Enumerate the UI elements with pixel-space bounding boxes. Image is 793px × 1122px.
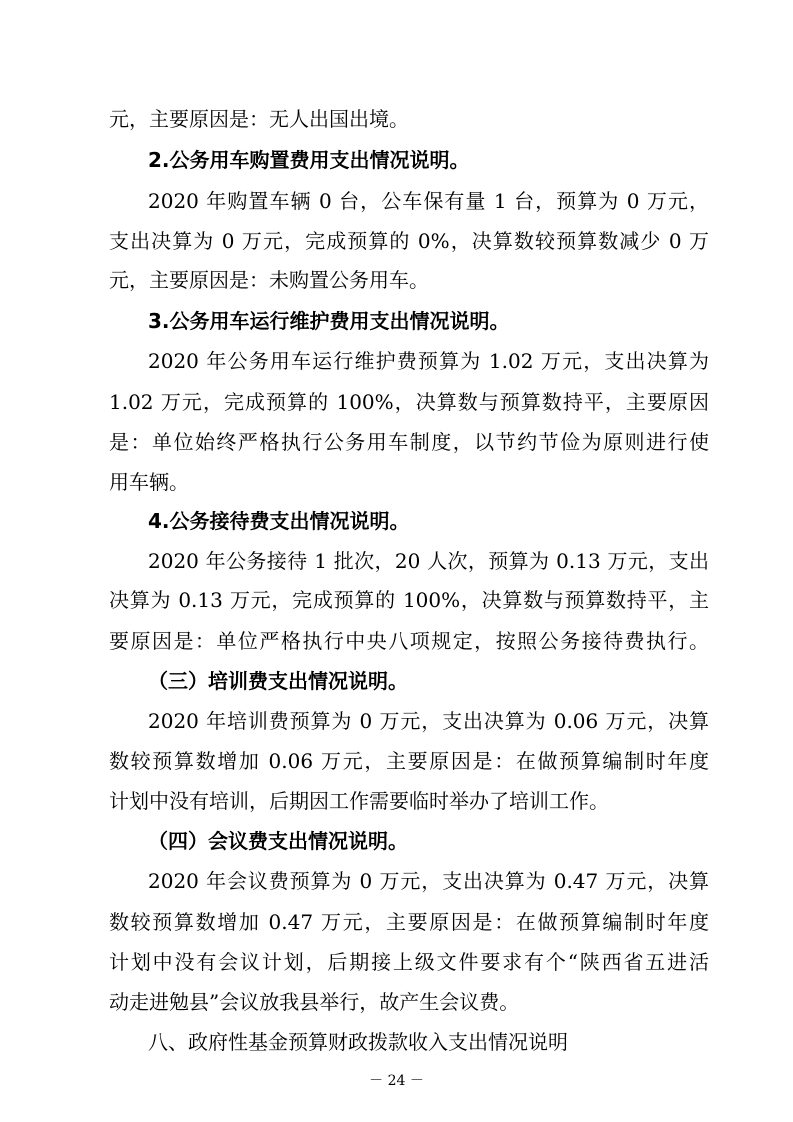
paragraph-line: 动走进勉县”会议放我县举行，故产生会议费。 <box>109 990 520 1014</box>
page-number: － 24 － <box>369 1073 424 1089</box>
paragraph-line: 支出决算为 0 万元，完成预算的 0%，决算数较预算数减少 0 万 <box>109 229 709 253</box>
paragraph-line: 计划中没有培训，后期因工作需要临时举办了培训工作。 <box>109 789 609 813</box>
paragraph-line: 是：单位始终严格执行公务用车制度，以节约节俭为原则进行使 <box>109 430 709 454</box>
paragraph-line: 2020 年培训费预算为 0 万元，支出决算为 0.06 万元，决算 <box>148 709 709 733</box>
paragraph-line: 用车辆。 <box>109 470 189 494</box>
paragraph-line: 2020 年会议费预算为 0 万元，支出决算为 0.47 万元，决算 <box>148 869 709 893</box>
chapter-heading: 八、政府性基金预算财政拨款收入支出情况说明 <box>148 1030 568 1054</box>
paragraph-line: 数较预算数增加 0.47 万元，主要原因是：在做预算编制时年度 <box>109 910 709 934</box>
paragraph-line: 元，主要原因是：未购置公务用车。 <box>109 268 429 292</box>
paragraph-line: 2020 年公务接待 1 批次，20 人次，预算为 0.13 万元，支出 <box>148 549 709 573</box>
section-heading: （三）培训费支出情况说明。 <box>148 669 408 693</box>
subheading: 3.公务用车运行维护费用支出情况说明。 <box>148 309 510 333</box>
paragraph-line: 数较预算数增加 0.06 万元，主要原因是：在做预算编制时年度 <box>109 749 709 773</box>
subheading: 2.公务用车购置费用支出情况说明。 <box>148 148 470 172</box>
paragraph-line: 要原因是：单位严格执行中央八项规定，按照公务接待费执行。 <box>109 629 709 653</box>
paragraph-line: 计划中没有会议计划，后期接上级文件要求有个“陕西省五进活 <box>109 950 709 974</box>
paragraph-line: 2020 年购置车辆 0 台，公车保有量 1 台，预算为 0 万元， <box>148 189 709 213</box>
paragraph-line: 元，主要原因是：无人出国出境。 <box>109 107 409 131</box>
paragraph-line: 2020 年公务用车运行维护费预算为 1.02 万元，支出决算为 <box>148 349 709 373</box>
paragraph-line: 决算为 0.13 万元，完成预算的 100%，决算数与预算数持平，主 <box>109 588 709 612</box>
section-heading: （四）会议费支出情况说明。 <box>148 829 408 853</box>
subheading: 4.公务接待费支出情况说明。 <box>148 509 410 533</box>
paragraph-line: 1.02 万元，完成预算的 100%，决算数与预算数持平，主要原因 <box>109 390 709 414</box>
